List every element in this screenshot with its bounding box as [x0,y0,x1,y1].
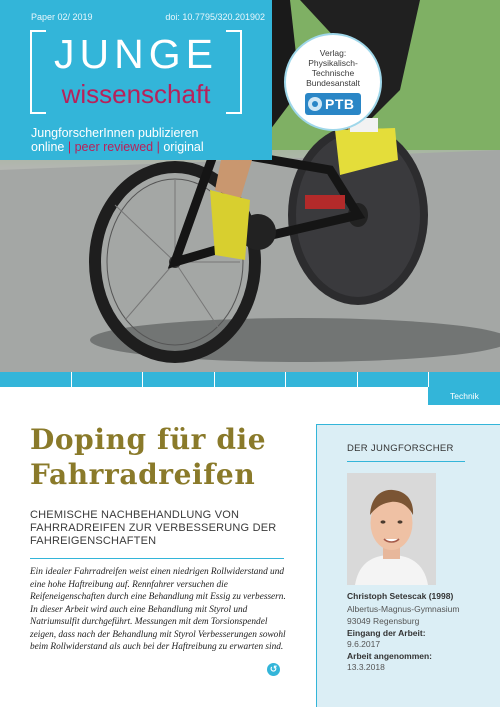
article-title [30,422,300,492]
section-strip [0,372,500,387]
author-box [316,424,500,707]
paper-meta [31,12,265,22]
author-portrait [347,473,436,585]
accepted-label: Arbeit angenommen: [347,651,433,661]
right-bracket [226,30,242,114]
received-label: Eingang der Arbeit: [347,628,426,638]
author-heading: DER JUNGFORSCHER [347,443,454,454]
logo-wissenschaft: wissenschaft [61,79,211,109]
publisher-line: Verlag: [319,48,347,58]
strip-segment [215,372,287,387]
author-divider [347,461,465,462]
ptb-logo-icon [308,97,322,111]
ptb-logo [305,93,361,115]
article-abstract: Ein idealer Fahrradreifen weist einen niedrigen Rollwiderstand und eine hohe Haftreibung auf. Rennfahrer versuchen die Reifeneigenschaften durch eine Behandlung mit Essig zu verbessern. In dieser Arbeit wird auch eine Behandlung mit Styrol und Natriumsulfit durchgeführt. Messungen mit dem Torsionspendel zeigen, dass nach der Behandlung mit Styrol Verbesserungen sowohl beim Rollwiderstand als auch bei der Haftreibung zu erwarten sind. [30,567,286,652]
strip-segment [0,372,72,387]
publisher-line: Physikalisch- [308,58,358,68]
strip-segment [72,372,144,387]
strip-segment [286,372,358,387]
title-line: Doping für die [30,423,267,456]
publisher-text [286,48,380,88]
logo-junge: JUNGE [54,31,218,77]
accepted-date: 13.3.2018 [347,662,385,672]
doi: doi: 10.7795/320.201902 [165,12,265,22]
publisher-line: Bundesanstalt [306,78,360,88]
strip-segment [143,372,215,387]
received-date: 9.6.2017 [347,639,381,649]
left-bracket [30,30,46,114]
portrait-illustration [347,473,436,585]
article-subtitle: CHEMISCHE NACHBEHANDLUNG VON FAHRRADREIFEN ZUR VERBESSERUNG DER FAHREIGENSCHAFTEN [30,509,277,547]
journal-header [0,0,272,160]
strip-segment [429,372,500,387]
tagline-separator: | [156,140,160,154]
tagline-online: online [31,140,65,154]
tagline-original: original [163,140,204,154]
tagline-2 [31,140,204,154]
divider [30,558,284,559]
paper-number: Paper 02/ 2019 [31,12,93,22]
tagline-peer-reviewed: peer reviewed [74,140,154,154]
tagline-separator: | [67,140,72,154]
strip-segment [358,372,430,387]
author-city: 93049 Regensburg [347,616,420,626]
ptb-logo-text: PTB [325,96,355,112]
publisher-line: Technische [311,68,355,78]
author-name: Christoph Setescak (1998) [347,591,454,601]
publisher-badge [284,33,382,131]
tagline-1: JungforscherInnen publizieren [31,126,199,140]
author-school: Albertus-Magnus-Gymnasium [347,604,460,614]
continue-arrow-icon[interactable]: ↺ [267,663,280,676]
title-line: Fahrradreifen [30,458,256,491]
category-tab: Technik [428,387,500,405]
